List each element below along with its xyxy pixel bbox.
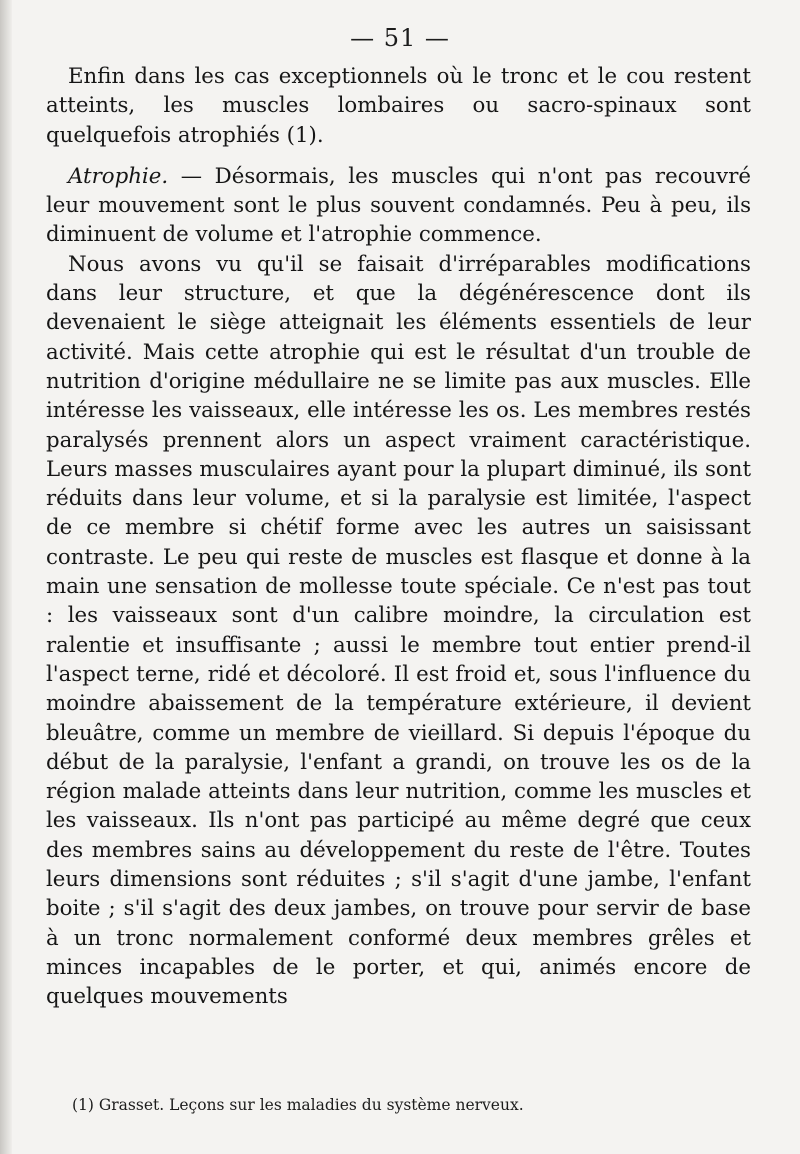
footnote: (1) Grasset. Leçons sur les maladies du système nerveux. bbox=[72, 1096, 524, 1114]
body-text bbox=[46, 62, 751, 1012]
page-number: — 51 — bbox=[350, 24, 450, 52]
section-lead-italic: Atrophie. bbox=[68, 163, 169, 189]
paragraph-tronc-cou bbox=[46, 62, 751, 150]
paragraph-text: Nous avons vu qu'il se faisait d'irréparables modifications dans leur structure, et que la dégénérescence dont ils devenaient le siège atteignait les éléments essentiels de leur activité. Mais cette atrophie qui est le résultat d'un trouble de nutrition d'origine médullaire ne se limite pas aux muscles. Elle intéresse les vaisseaux, elle intéresse les os. Les membres restés paralysés prennent alors un aspect vraiment caractéristique. Leurs masses musculaires ayant pour la plupart diminué, ils sont réduits dans leur volume, et si la paralysie est limitée, l'aspect de ce membre si chétif forme avec les autres un saisissant contraste. Le peu qui reste de muscles est flasque et donne à la main une sensation de mollesse toute spéciale. Ce n'est pas tout : les vaisseaux sont d'un calibre moindre, la circulation est ralentie et insuffisante ; aussi le membre tout entier prend-il l'aspect terne, ridé et décoloré. Il est froid et, sous l'influence du moindre abaissement de la température extérieure, il devient bleuâtre, comme un membre de vieillard. Si depuis l'époque du début de la paralysie, l'enfant a grandi, on trouve les os de la région malade atteints dans leur nutrition, comme les muscles et les vaisseaux. Ils n'ont pas participé au même degré que ceux des membres sains au développement du reste de l'être. Toutes leurs dimensions sont réduites ; s'il s'agit d'une jambe, l'enfant boite ; s'il s'agit des deux jambes, on trouve pour servir de base à un tronc normalement conformé deux membres grêles et minces incapables de le porter, et qui, animés encore de quelques mouvements bbox=[46, 251, 751, 1010]
paragraph-text: — Désormais, les muscles qui n'ont pas recouvré leur mouvement sont le plus souvent condamnés. Peu à peu, ils diminuent de volume et l'atrophie commence. bbox=[46, 163, 751, 248]
paragraph-atrophie bbox=[46, 162, 751, 250]
paragraph-text: Enfin dans les cas exceptionnels où le tronc et le cou restent atteints, les muscles lombaires ou sacro-spinaux sont quelquefois atrophiés (1). bbox=[46, 64, 751, 148]
paragraph-degenerescence bbox=[46, 250, 751, 1012]
page-spine-shadow bbox=[0, 0, 12, 1154]
